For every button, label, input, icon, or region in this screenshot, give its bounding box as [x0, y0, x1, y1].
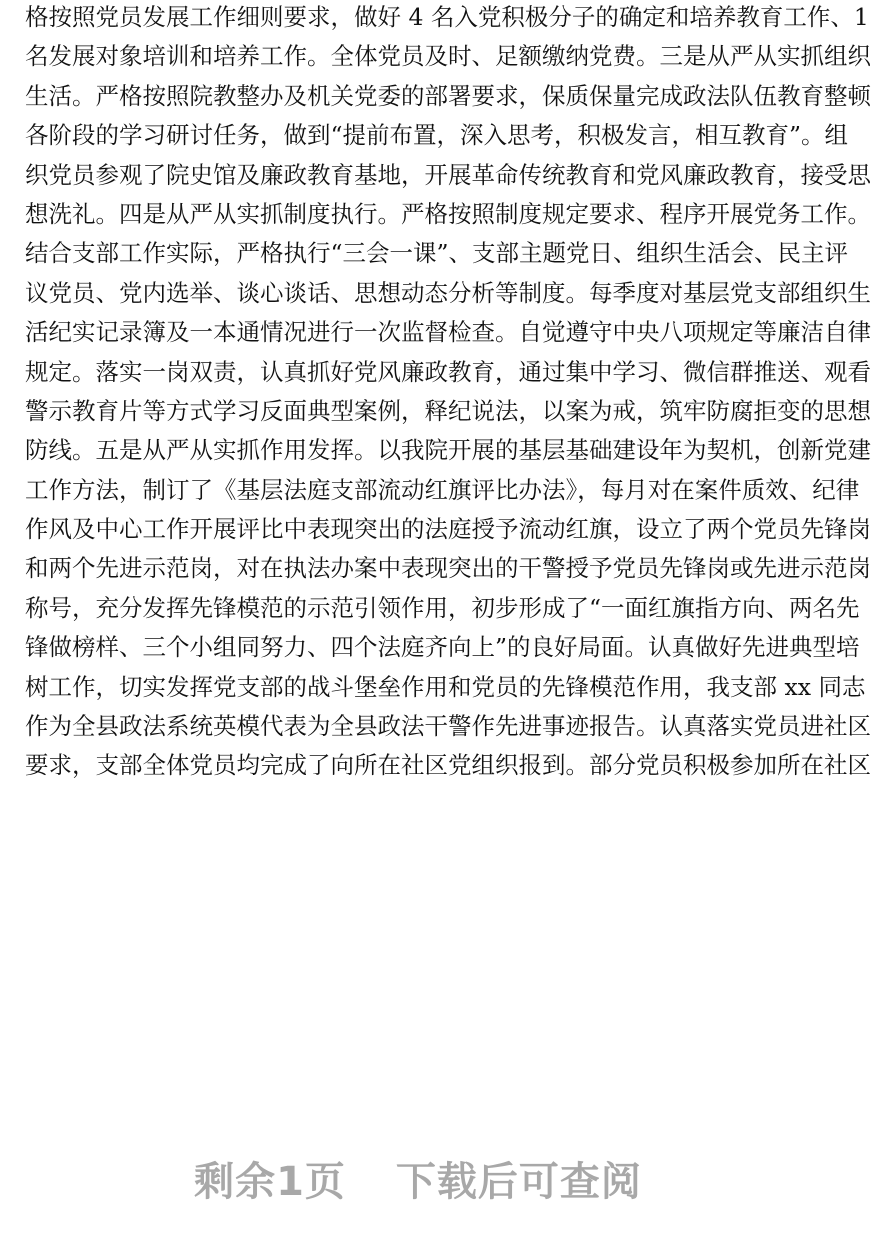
text-line: 名发展对象培训和培养工作。全体党员及时、足额缴纳党费。三是从严从实抓组织 — [25, 42, 871, 71]
text-line: 作为全县政法系统英模代表为全县政法干警作先进事迹报告。认真落实党员进社区 — [25, 712, 871, 741]
text-line: 防线。五是从严从实抓作用发挥。以我院开展的基层基础建设年为契机，创新党建 — [25, 436, 871, 465]
text-line: 结合支部工作实际，严格执行“三会一课”、支部主题党日、组织生活会、民主评 — [25, 239, 849, 268]
text-line: 活纪实记录簿及一本通情况进行一次监督检查。自觉遵守中央八项规定等廉洁自律 — [25, 318, 871, 347]
text-line: 作风及中心工作开展评比中表现突出的法庭授予流动红旗，设立了两个党员先锋岗 — [25, 515, 871, 544]
text-line: 锋做榜样、三个小组同努力、四个法庭齐向上”的良好局面。认真做好先进典型培 — [25, 633, 860, 662]
text-line: 树工作，切实发挥党支部的战斗堡垒作用和党员的先锋模范作用，我支部 xx 同志 — [25, 672, 866, 701]
text-line: 织党员参观了院史馆及廉政教育基地，开展革命传统教育和党风廉政教育，接受思 — [25, 160, 871, 189]
text-line: 工作方法，制订了《基层法庭支部流动红旗评比办法》，每月对在案件质效、纪律 — [25, 475, 860, 504]
text-line: 警示教育片等方式学习反面典型案例，释纪说法，以案为戒，筑牢防腐拒变的思想 — [25, 396, 871, 425]
text-line: 各阶段的学习研讨任务，做到“提前布置，深入思考，积极发言，相互教育”。组 — [25, 121, 849, 150]
text-line: 规定。落实一岗双责，认真抓好党风廉政教育，通过集中学习、微信群推送、观看 — [25, 357, 871, 386]
download-prompt[interactable] — [0, 1150, 836, 1207]
text-line: 生活。严格按照院教整办及机关党委的部署要求，保质保量完成政法队伍教育整顿 — [25, 81, 871, 110]
text-line: 想洗礼。四是从严从实抓制度执行。严格按照制度规定要求、程序开展党务工作。 — [25, 199, 871, 228]
text-line: 议党员、党内选举、谈心谈话、思想动态分析等制度。每季度对基层党支部组织生 — [25, 278, 871, 307]
remaining-pages-label: 剩余1页 — [194, 1159, 346, 1205]
download-to-view-label[interactable]: 下载后可查阅 — [395, 1159, 642, 1205]
text-line: 和两个先进示范岗，对在执法办案中表现突出的干警授予党员先锋岗或先进示范岗 — [25, 554, 871, 583]
document-body — [25, 0, 871, 786]
text-line: 要求，支部全体党员均完成了向所在社区党组织报到。部分党员积极参加所在社区 — [25, 751, 871, 780]
text-line: 格按照党员发展工作细则要求，做好 4 名入党积极分子的确定和培养教育工作、1 — [25, 3, 869, 31]
text-line: 称号，充分发挥先锋模范的示范引领作用，初步形成了“一面红旗指方向、两名先 — [25, 593, 860, 622]
